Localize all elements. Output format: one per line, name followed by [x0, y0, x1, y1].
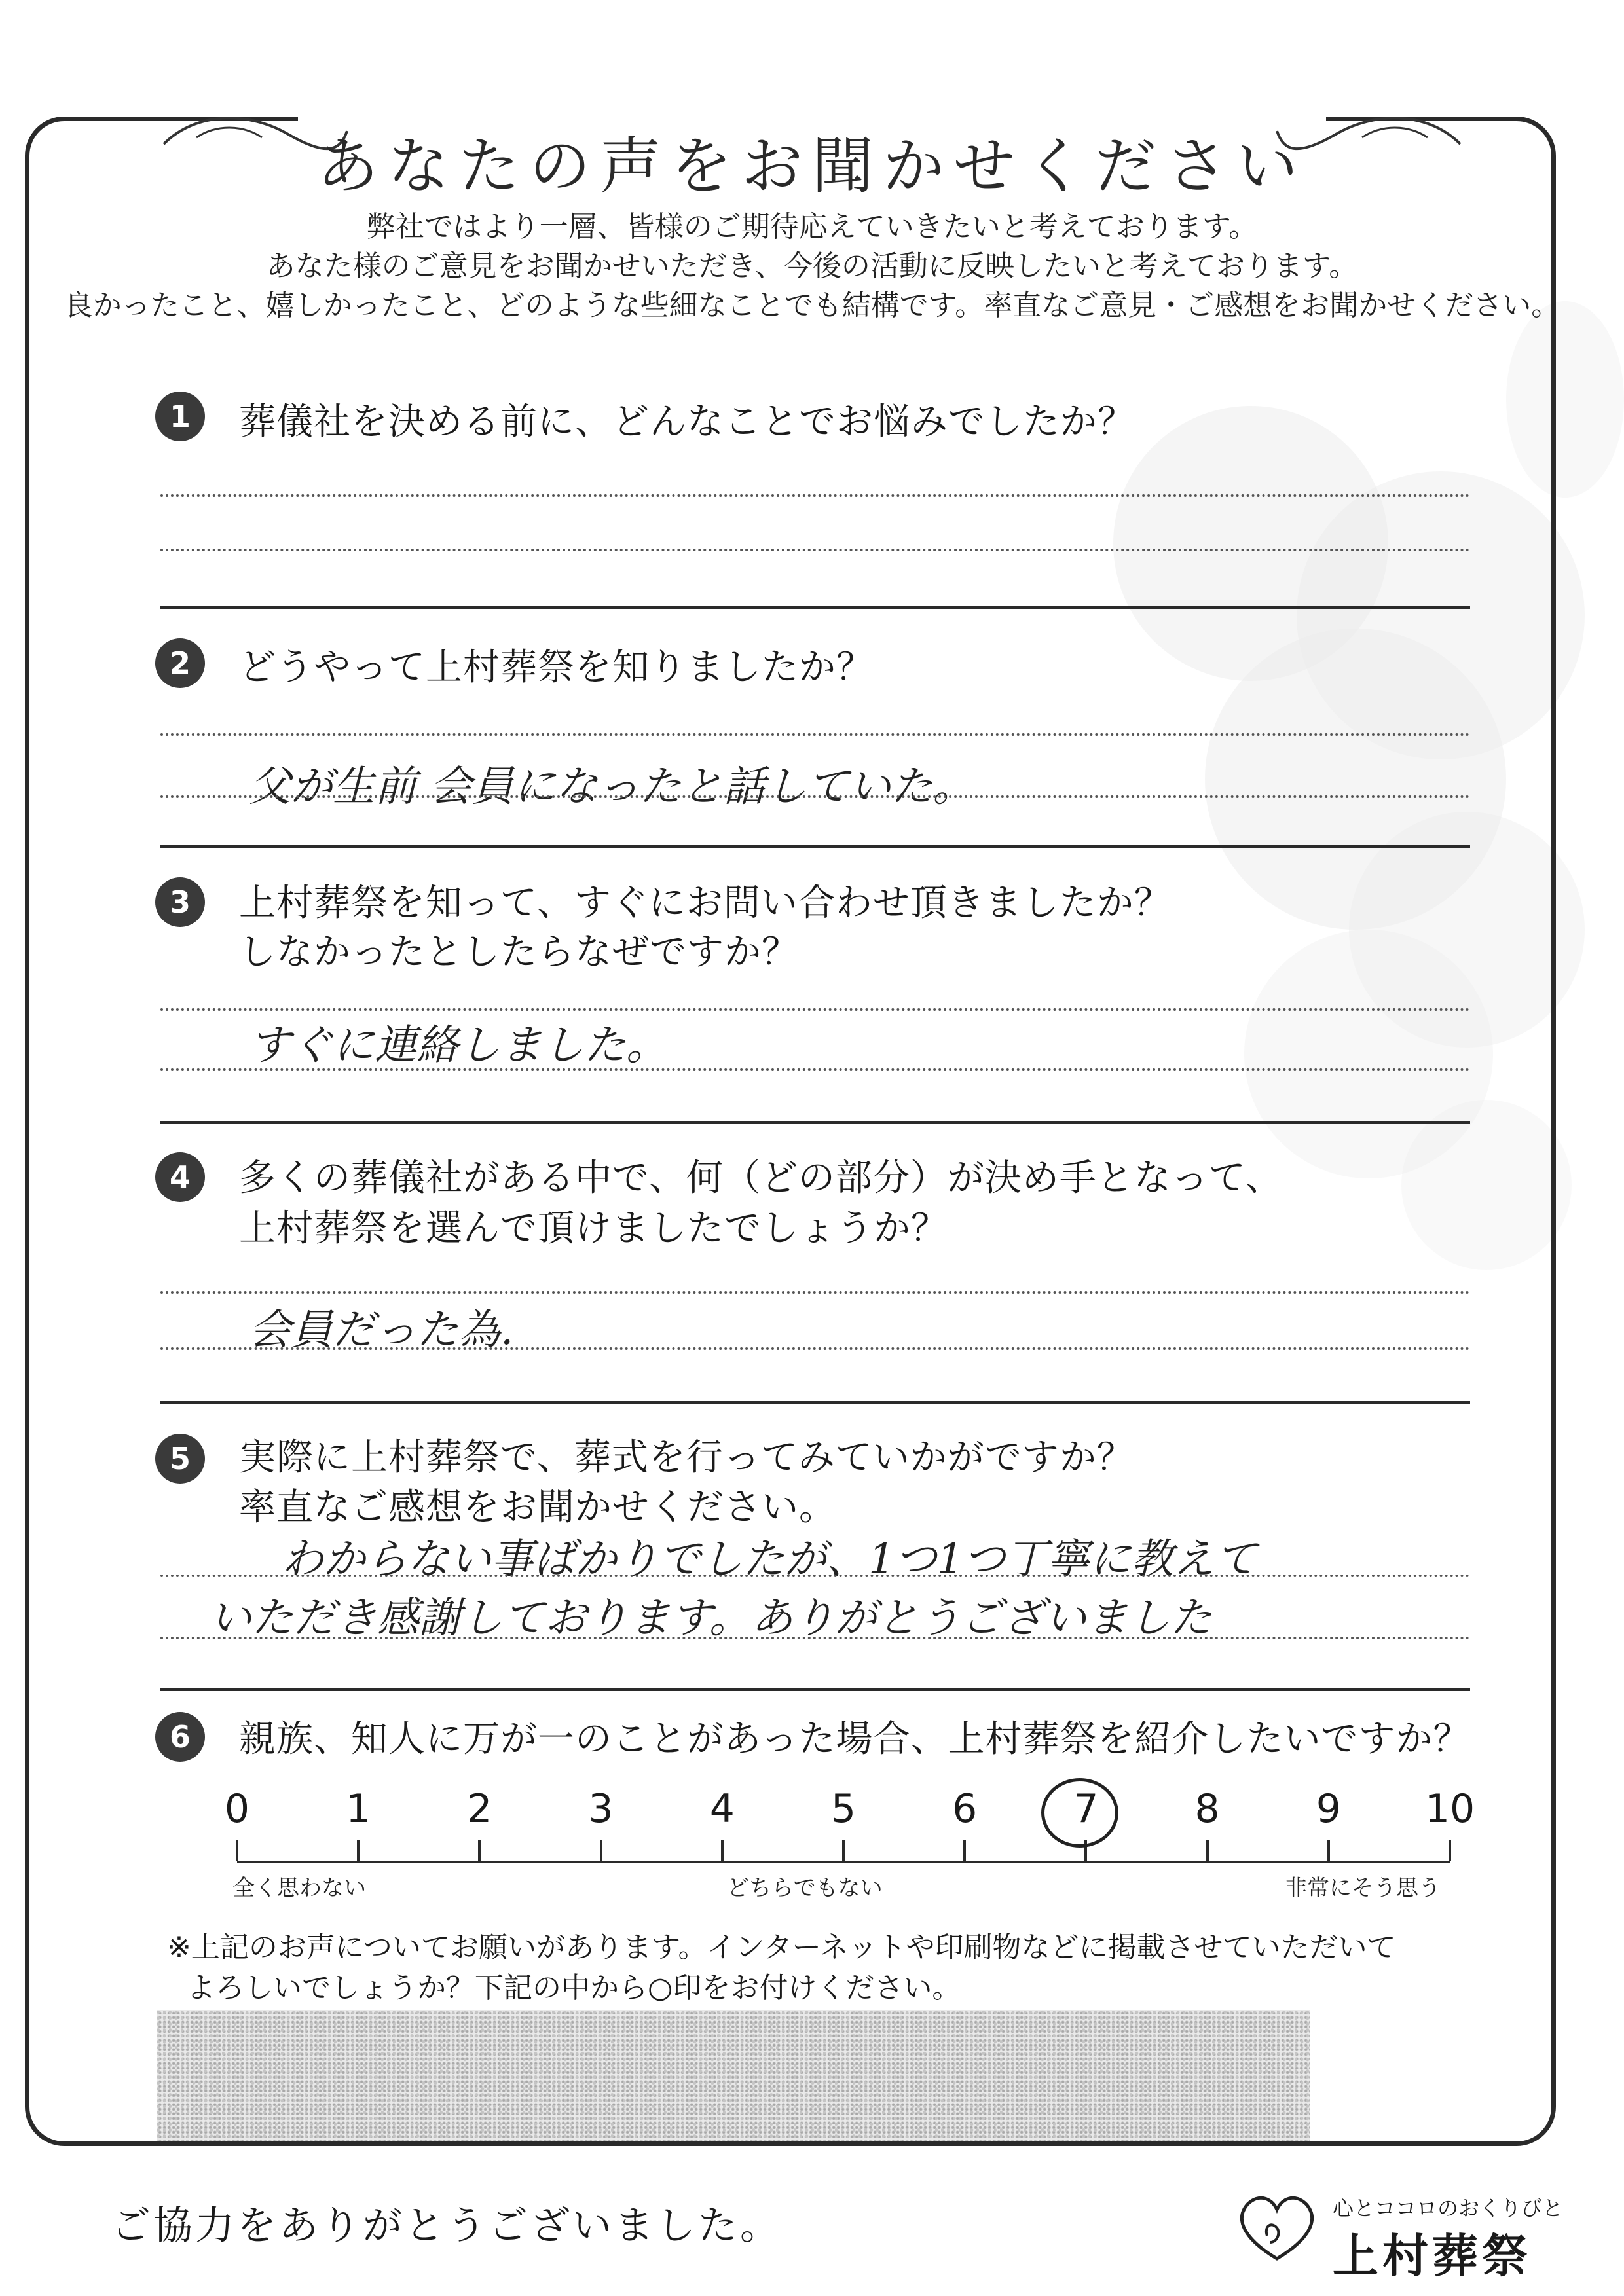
question-4-text-line-2: 上村葬祭を選んで頂けましたでしょうか？: [239, 1207, 948, 1250]
question-6-badge: 6: [155, 1712, 205, 1762]
question-2-text: どうやって上村葬祭を知りましたか？: [239, 646, 874, 689]
answer-line: [160, 733, 1470, 736]
question-2-answer: 父が生前 会員になったと話していた。: [249, 763, 975, 811]
question-3-text-line-1: 上村葬祭を知って、すぐにお問い合わせ頂きましたか？: [239, 882, 1172, 924]
answer-line: [160, 1068, 1470, 1071]
scale-tick: [721, 1840, 724, 1861]
scale-tick: [842, 1840, 845, 1861]
brand-tagline: 心とココロのおくりびと: [1333, 2196, 1564, 2221]
question-1-badge: 1: [155, 392, 205, 441]
section-divider: [160, 1401, 1470, 1404]
scale-number-9: 9: [1316, 1786, 1341, 1832]
answer-line: [160, 1291, 1470, 1294]
question-3-badge: 3: [155, 877, 205, 927]
scale-number-5: 5: [830, 1786, 857, 1832]
question-4-badge: 4: [155, 1152, 205, 1202]
redacted-area: [157, 2010, 1310, 2141]
question-1-text: 葬儀社を決める前に、どんなことでお悩みでしたか？: [239, 401, 1135, 443]
scale-number-10: 10: [1424, 1786, 1475, 1832]
scale-number-1: 1: [346, 1786, 371, 1832]
question-6-text: 親族、知人に万が一のことがあった場合、上村葬祭を紹介したいですか？: [239, 1718, 1471, 1760]
scale-number-3: 3: [588, 1786, 614, 1832]
scale-tick: [236, 1840, 238, 1861]
intro-line-2: あなた様のご意見をお聞かせいただき、今後の活動に反映したいと考えております。: [266, 249, 1358, 283]
question-5-text-line-1: 実際に上村葬祭で、葬式を行ってみていかがですか？: [239, 1436, 1134, 1479]
permission-note-line-2: よろしいでしょうか？下記の中から○印をお付けください。: [187, 1971, 961, 2005]
answer-line: [160, 549, 1470, 551]
answer-line: [160, 1347, 1470, 1350]
scale-number-8: 8: [1194, 1786, 1220, 1832]
permission-note-line-1: ※上記のお声についてお願いがあります。インターネットや印刷物などに掲載させていただいて: [167, 1931, 1396, 1964]
scale-label-high: 非常にそう思う: [1285, 1875, 1441, 1901]
question-2-badge: 2: [155, 638, 205, 688]
question-5-text-line-2: 率直なご感想をお聞かせください。: [239, 1486, 836, 1529]
question-4-answer: 会員だった為.: [249, 1306, 514, 1355]
scale-tick: [357, 1840, 360, 1861]
answer-line: [160, 1008, 1470, 1011]
section-divider: [160, 606, 1470, 609]
answer-line: [160, 1575, 1470, 1577]
answer-line: [160, 795, 1470, 798]
answer-line: [160, 494, 1470, 497]
section-divider: [160, 1121, 1470, 1124]
question-3-text-line-2: しなかったとしたらなぜですか？: [239, 931, 799, 974]
page-title: あなたの声をお聞かせください: [316, 131, 1307, 202]
scale-number-6: 6: [952, 1786, 978, 1832]
question-4-text-line-1: 多くの葬儀社がある中で、何（どの部分）が決め手となって、: [239, 1157, 1283, 1199]
scale-label-low: 全く思わない: [232, 1875, 366, 1901]
scale-tick: [1327, 1840, 1330, 1861]
selected-rating-circle: [1041, 1778, 1118, 1848]
scale-tick: [600, 1840, 602, 1861]
footer-thanks: ご協力をありがとうございました。: [111, 2203, 782, 2249]
section-divider: [160, 845, 1470, 848]
intro-line-1: 弊社ではより一層、皆様のご期待応えていきたいと考えております。: [366, 210, 1258, 244]
rating-scale-axis: [237, 1861, 1450, 1863]
question-5-answer-line-2: いただき感謝しております。ありがとうございました: [210, 1594, 1212, 1643]
intro-line-3: 良かったこと、嬉しかったこと、どのような些細なことでも結構です。率直なご意見・ご感想をお聞かせください。: [64, 289, 1560, 322]
question-5-badge: 5: [155, 1434, 205, 1484]
scale-number-7: 7: [1073, 1786, 1099, 1832]
question-5-answer-line-1: わからない事ばかりでしたが、1つ1つ丁寧に教えて: [282, 1535, 1257, 1584]
section-divider: [160, 1688, 1470, 1691]
scale-tick: [1206, 1840, 1209, 1861]
scale-number-4: 4: [709, 1786, 735, 1832]
scale-number-0: 0: [224, 1786, 250, 1832]
scale-tick: [1449, 1840, 1451, 1861]
brand-name: 上村葬祭: [1333, 2229, 1532, 2283]
scale-tick: [963, 1840, 966, 1861]
scale-tick: [478, 1840, 481, 1861]
scale-label-mid: どちらでもない: [727, 1875, 883, 1901]
heart-logo-icon: [1231, 2190, 1323, 2269]
question-3-answer: すぐに連絡しました。: [249, 1021, 668, 1070]
scale-number-2: 2: [467, 1786, 492, 1832]
answer-line: [160, 1637, 1470, 1639]
